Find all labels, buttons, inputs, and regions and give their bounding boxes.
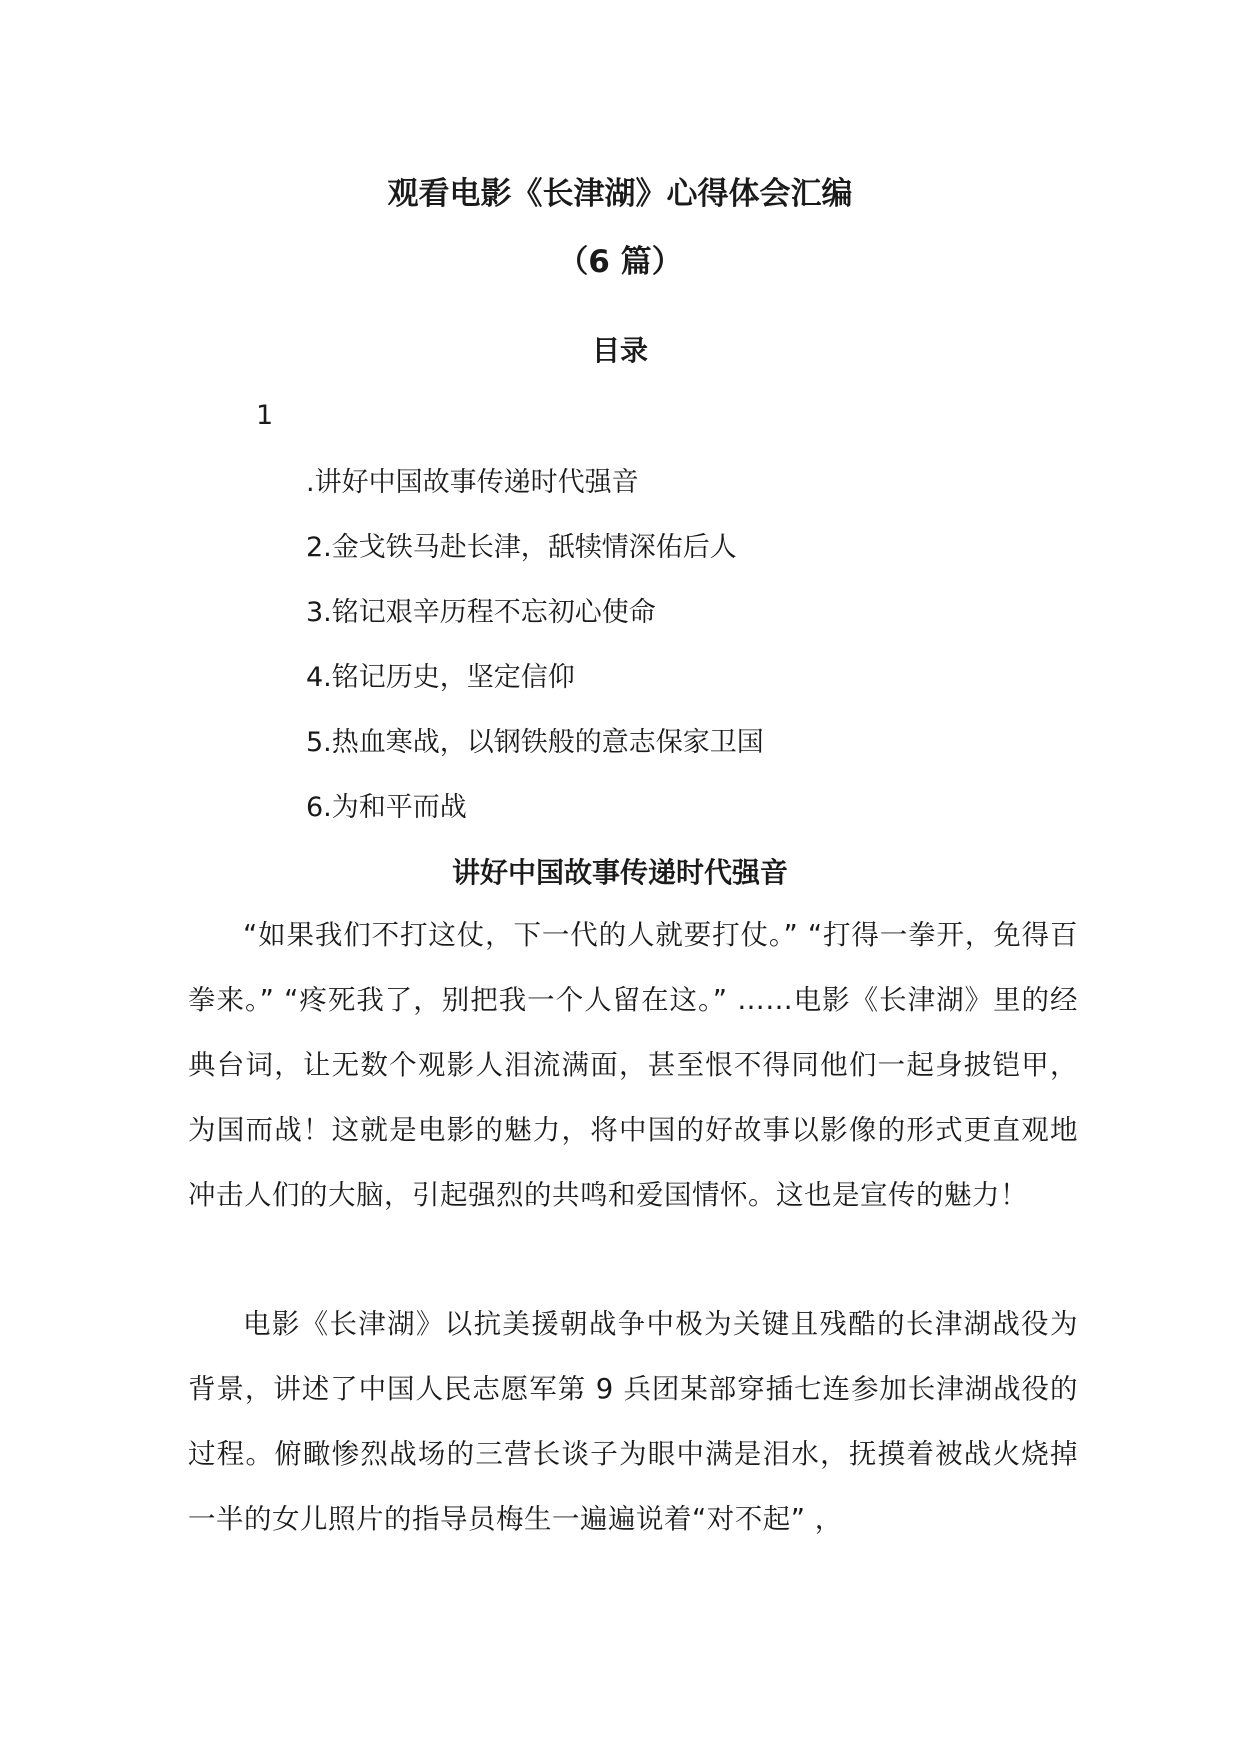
body-paragraph: 电影《长津湖》以抗美援朝战争中极为关键且残酷的长津湖战役为背景，讲述了中国人民志愿军第 9 兵团某部穿插七连参加长津湖战役的过程。俯瞰惨烈战场的三营长谈子为眼中满是泪水，抚摸着被战火烧掉一半的女儿照片的指导员梅生一遍遍说着“对不起” ， (188, 1308, 1078, 1535)
toc-item: 5.热血寒战，以钢铁般的意志保家卫国 (306, 727, 764, 758)
toc-list (306, 465, 764, 855)
toc-heading: 目录 (591, 334, 648, 367)
toc-item: .讲好中国故事传递时代强音 (306, 467, 639, 498)
document-title: 观看电影《长津湖》心得体会汇编 (387, 176, 853, 212)
body-paragraph: “如果我们不打这仗，下一代的人就要打仗。” “打得一拳开，免得百拳来。” “疼死我了，别把我一个人留在这。” ……电影《长津湖》里的经典台词，让无数个观影人泪流满面，甚至恨不得同他们一起身披铠甲，为国而战！这就是电影的魅力，将中国的好故事以影像的形式更直观地冲击人们的大脑，引起强烈的共鸣和爱国情怀。这也是宣传的魅力！ (188, 919, 1078, 1211)
toc-item: 3.铭记艰辛历程不忘初心使命 (306, 597, 656, 628)
document-subtitle: （6 篇） (557, 244, 683, 280)
toc-item: 6.为和平而战 (306, 792, 467, 823)
toc-item: 4.铭记历史，坚定信仰 (306, 662, 575, 693)
toc-first-number: 1 (256, 400, 274, 431)
toc-item: 2.金戈铁马赴长津，舐犊情深佑后人 (306, 532, 737, 563)
section-heading: 讲好中国故事传递时代强音 (451, 856, 788, 889)
